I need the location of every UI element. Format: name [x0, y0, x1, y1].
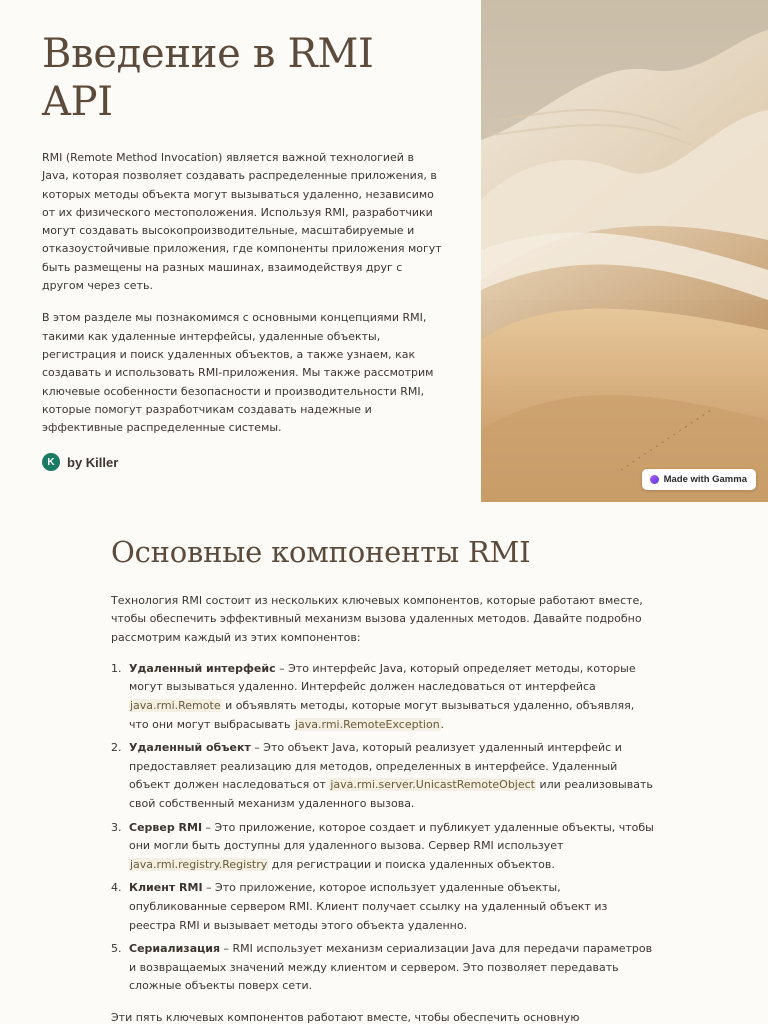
component-text: – Это приложение, которое использует удаленные объекты, опубликованные сервером RMI. Клиент получает ссылку на удаленный объект из реестра RMI и вызывает методы этого объекта удаленно. — [129, 881, 608, 932]
code-snippet: java.rmi.RemoteException — [294, 717, 440, 731]
component-name: Клиент RMI — [129, 881, 203, 895]
list-number: 3. — [111, 820, 122, 834]
component-text: . — [440, 717, 445, 731]
component-text: – Это объект Java, который реализует удаленный интерфейс и предоставляет реализацию для методов, определенных в интерфейсе. Удаленный объект должен наследоваться от — [129, 741, 622, 792]
code-snippet: java.rmi.registry.Registry — [130, 857, 268, 871]
section-intro: Технология RMI состоит из нескольких ключевых компонентов, которые работают вместе, чтобы обеспечить эффективный механизм вызова удаленных методов. Давайте подробно рассмотрим каждый из этих компонентов: — [111, 594, 643, 644]
component-name: Сервер RMI — [129, 820, 203, 834]
component-text: – Это приложение, которое создает и публикует удаленные объекты, чтобы они могли быть доступны для удаленного вызова. Сервер RMI использует — [129, 820, 654, 853]
list-item — [111, 660, 656, 734]
component-text: – Это интерфейс Java, который определяет методы, которые могут вызываться удаленно. Интерфейс должен наследоваться от интерфейса — [129, 661, 636, 694]
list-item — [111, 940, 656, 996]
component-name: Удаленный интерфейс — [129, 661, 276, 675]
intro-paragraph: RMI (Remote Method Invocation) является важной технологией в Java, которая позволяет создавать распределенные приложения, в которых методы объекта могут вызываться удаленно, независимо от их физического местоположения. Используя RMI, разработчики могут создавать высокопроизводительные, масштабируемые и отказоустойчивые приложения, где компоненты приложения могут быть размещены на разных машинах, взаимодействуя друг с другом через сеть. — [42, 151, 442, 293]
list-number: 4. — [111, 881, 122, 895]
author-name: by Killer — [67, 454, 119, 470]
component-name: Сериализация — [129, 942, 221, 956]
component-text: и объявлять методы, которые могут вызываться удаленно, объявляя, что они могут выбрасывать — [129, 699, 635, 731]
section-outro: Эти пять ключевых компонентов работают вместе, чтобы обеспечить основную — [111, 1010, 580, 1024]
hero-image-sand-dunes — [481, 0, 768, 502]
list-number: 5. — [111, 942, 122, 956]
list-number: 1. — [111, 661, 122, 675]
component-text: – RMI использует механизм сериализации Java для передачи параметров и возвращаемых значений между клиентом и сервером. Это позволяет передавать сложные объекты поверх сети. — [129, 942, 653, 993]
list-number: 2. — [111, 741, 122, 755]
hero-text-block — [42, 30, 442, 471]
components-list — [111, 660, 656, 996]
gamma-logo-icon — [650, 475, 659, 484]
list-item — [111, 879, 656, 935]
overview-paragraph: В этом разделе мы познакомимся с основными концепциями RMI, такими как удаленные интерфейсы, удаленные объекты, регистрация и поиск удаленных объектов, а также узнаем, как создавать и использовать RMI-приложения. Мы также рассмотрим ключевые особенности безопасности и производительности RMI, которые помогут разработчикам создавать надежные и эффективные распределенные системы. — [42, 311, 434, 435]
component-name: Удаленный объект — [129, 741, 251, 755]
avatar: K — [42, 453, 60, 471]
code-snippet: java.rmi.Remote — [130, 699, 221, 713]
badge-label: Made with Gamma — [663, 474, 747, 485]
section-title: Основные компоненты RMI — [111, 535, 531, 569]
code-snippet: java.rmi.server.UnicastRemoteObject — [330, 778, 535, 792]
list-item — [111, 819, 656, 875]
list-item — [111, 739, 656, 813]
page-title: Введение в RMI API — [42, 31, 374, 125]
components-section — [111, 534, 656, 1024]
component-text: или реализовывать свой собственный механизм удаленного вызова. — [129, 778, 653, 811]
made-with-gamma-badge[interactable] — [642, 469, 756, 490]
sand-dunes-illustration — [481, 0, 768, 502]
author-byline[interactable] — [42, 453, 442, 471]
component-text: для регистрации и поиска удаленных объектов. — [268, 857, 555, 871]
